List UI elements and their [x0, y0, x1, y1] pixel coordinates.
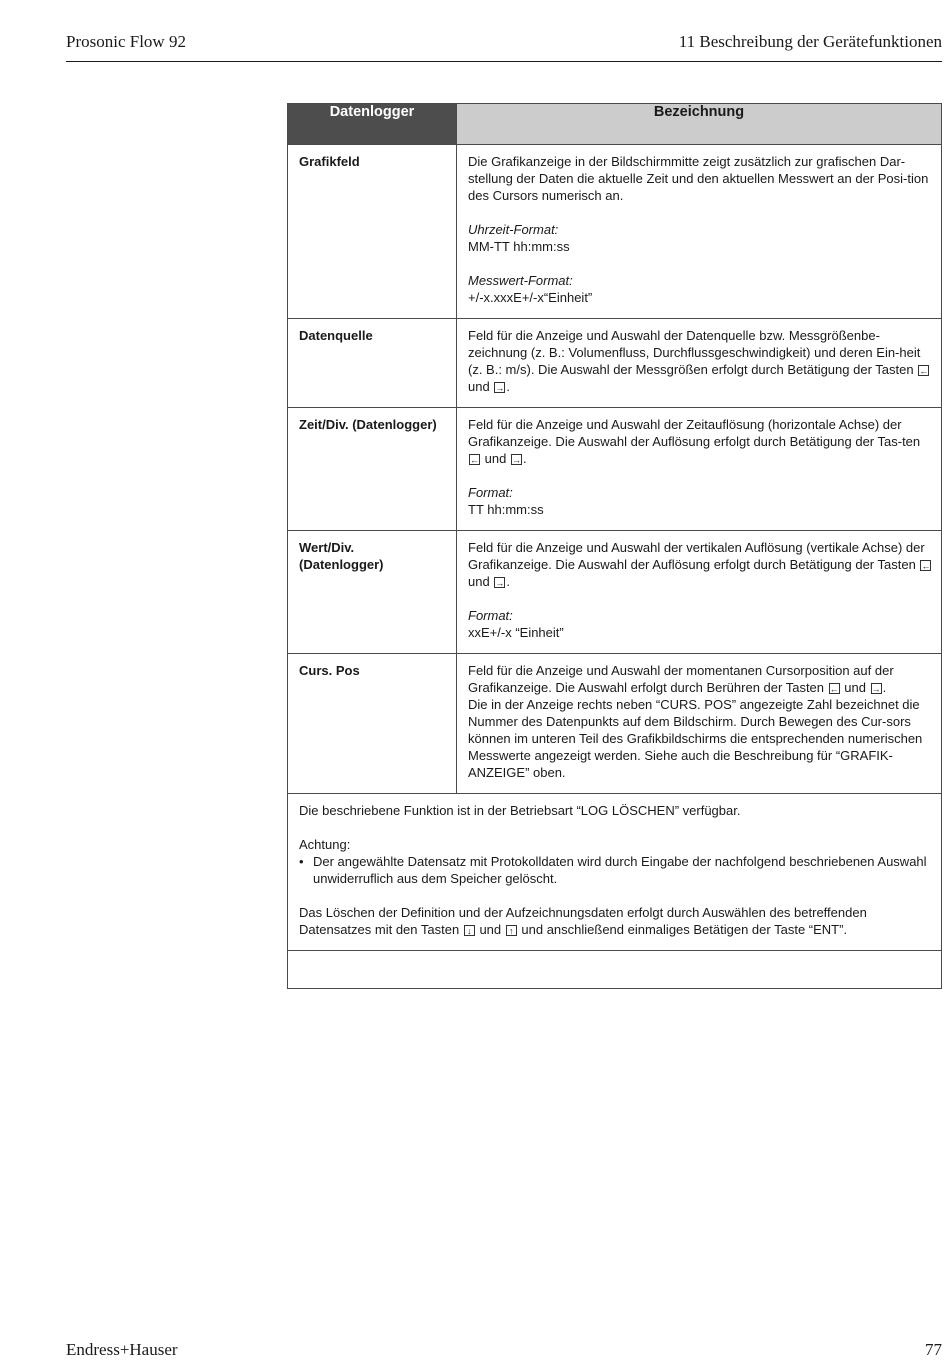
function-table — [287, 103, 942, 989]
company-name: Endress+Hauser — [66, 1340, 178, 1359]
format-value: MM-TT hh:mm:ss — [468, 239, 570, 254]
page-number: 77 — [925, 1340, 942, 1359]
arrow-right-key-icon: → — [495, 383, 505, 393]
page-header — [66, 30, 942, 62]
availability-note — [288, 794, 942, 951]
table-row — [288, 794, 942, 951]
arrow-right-key-icon: → — [495, 578, 505, 588]
row-name: Datenquelle — [288, 319, 457, 408]
table-row — [288, 531, 942, 654]
description-text: Feld für die Anzeige und Auswahl der Datenquelle bzw. Messgrößenbe-zeichnung (z. B.: Volumenfluss, Durchflussgeschwindigkeit) und deren Ein-heit (z. B.: m/s). Die Auswahl der Messgrößen erfolgt durch Betätigung der Tasten ← und → . — [468, 328, 929, 394]
arrow-left-key-icon: ← — [829, 684, 839, 694]
col1-header: Datenlogger — [288, 104, 457, 145]
row-description — [457, 145, 942, 319]
format-label: Format: — [468, 608, 513, 623]
row-name: Grafikfeld — [288, 145, 457, 319]
mode-availability-text: Die beschriebene Funktion ist in der Betriebsart “LOG LÖSCHEN” verfügbar. — [299, 803, 741, 818]
table-row — [288, 951, 942, 989]
row-description — [457, 531, 942, 654]
delete-instruction-text: Das Löschen der Definition und der Aufzeichnungsdaten erfolgt durch Auswählen des betreffenden Datensatzes mit den Tasten ↓ und ↑ und anschließend einmaliges Betätigen der Taste “ENT”. — [299, 905, 867, 937]
table-row — [288, 145, 942, 319]
empty-row — [288, 951, 942, 989]
row-name: Curs. Pos — [288, 654, 457, 794]
page-footer — [66, 1340, 942, 1364]
arrow-right-key-icon: → — [511, 455, 521, 465]
arrow-left-key-icon: ← — [921, 561, 931, 571]
description-text: Die in der Anzeige rechts neben “CURS. POS” angezeigte Zahl bezeichnet die Nummer des Datenpunkts auf dem Bildschirm. Durch Bewegen des Cur-sors können im unteren Teil des Grafikbildschirms die entsprechenden numerischen Messwerte angezeigt werden. Siehe auch die Beschreibung für “GRAFIK-ANZEIGE” oben. — [468, 697, 923, 780]
arrow-left-key-icon: ← — [919, 366, 929, 376]
description-text: Feld für die Anzeige und Auswahl der Zeitauflösung (horizontale Achse) der Grafikanzeige. Die Auswahl der Auflösung erfolgt durch Betätigung der Tas-ten ← und → . — [468, 417, 921, 466]
document-title: Prosonic Flow 92 — [66, 32, 186, 51]
row-description — [457, 654, 942, 794]
warning-list — [299, 853, 933, 887]
format-label: Format: — [468, 485, 513, 500]
table-row — [288, 408, 942, 531]
arrow-left-key-icon: ← — [470, 455, 479, 465]
description-text: Feld für die Anzeige und Auswahl der momentanen Cursorposition auf der Grafikanzeige. Die Auswahl erfolgt durch Berühren der Tasten ← und → . — [468, 663, 894, 695]
warning-label: Achtung: — [299, 837, 351, 852]
description-text: Feld für die Anzeige und Auswahl der vertikalen Auflösung (vertikale Achse) der Grafikanzeige. Die Auswahl der Auflösung erfolgt durch Betätigung der Tasten ← und → . — [468, 540, 931, 589]
description-text: Die Grafikanzeige in der Bildschirmmitte zeigt zusätzlich zur grafischen Dar-stellung der Daten die aktuelle Zeit und den aktuellen Messwert an der Posi-tion des Cursors numerisch an. — [468, 154, 929, 203]
format-value: TT hh:mm:ss — [468, 502, 544, 517]
format-label: Messwert-Format: — [468, 273, 573, 288]
col2-header: Bezeichnung — [457, 104, 942, 145]
arrow-right-key-icon: → — [871, 684, 881, 694]
table-row — [288, 319, 942, 408]
row-name: Zeit/Div. (Datenlogger) — [288, 408, 457, 531]
arrow-down-key-icon: ↓ — [464, 925, 475, 936]
chapter-title: 11 Beschreibung der Gerätefunktionen — [678, 32, 942, 51]
format-label: Uhrzeit-Format: — [468, 222, 559, 237]
table-row — [288, 654, 942, 794]
row-name: Wert/Div. (Datenlogger) — [288, 531, 457, 654]
row-description — [457, 408, 942, 531]
arrow-up-key-icon: ↑ — [506, 925, 517, 936]
list-item: • Der angewählte Datensatz mit Protokolldaten wird durch Eingabe der nachfolgend beschriebenen Auswahl unwiderruflich aus dem Speicher gelöscht. — [313, 853, 933, 887]
table-header-row — [288, 104, 942, 145]
format-value: xxE+/-x “Einheit” — [468, 625, 564, 640]
format-value: +/-x.xxxE+/-x“Einheit” — [468, 290, 593, 305]
row-description — [457, 319, 942, 408]
